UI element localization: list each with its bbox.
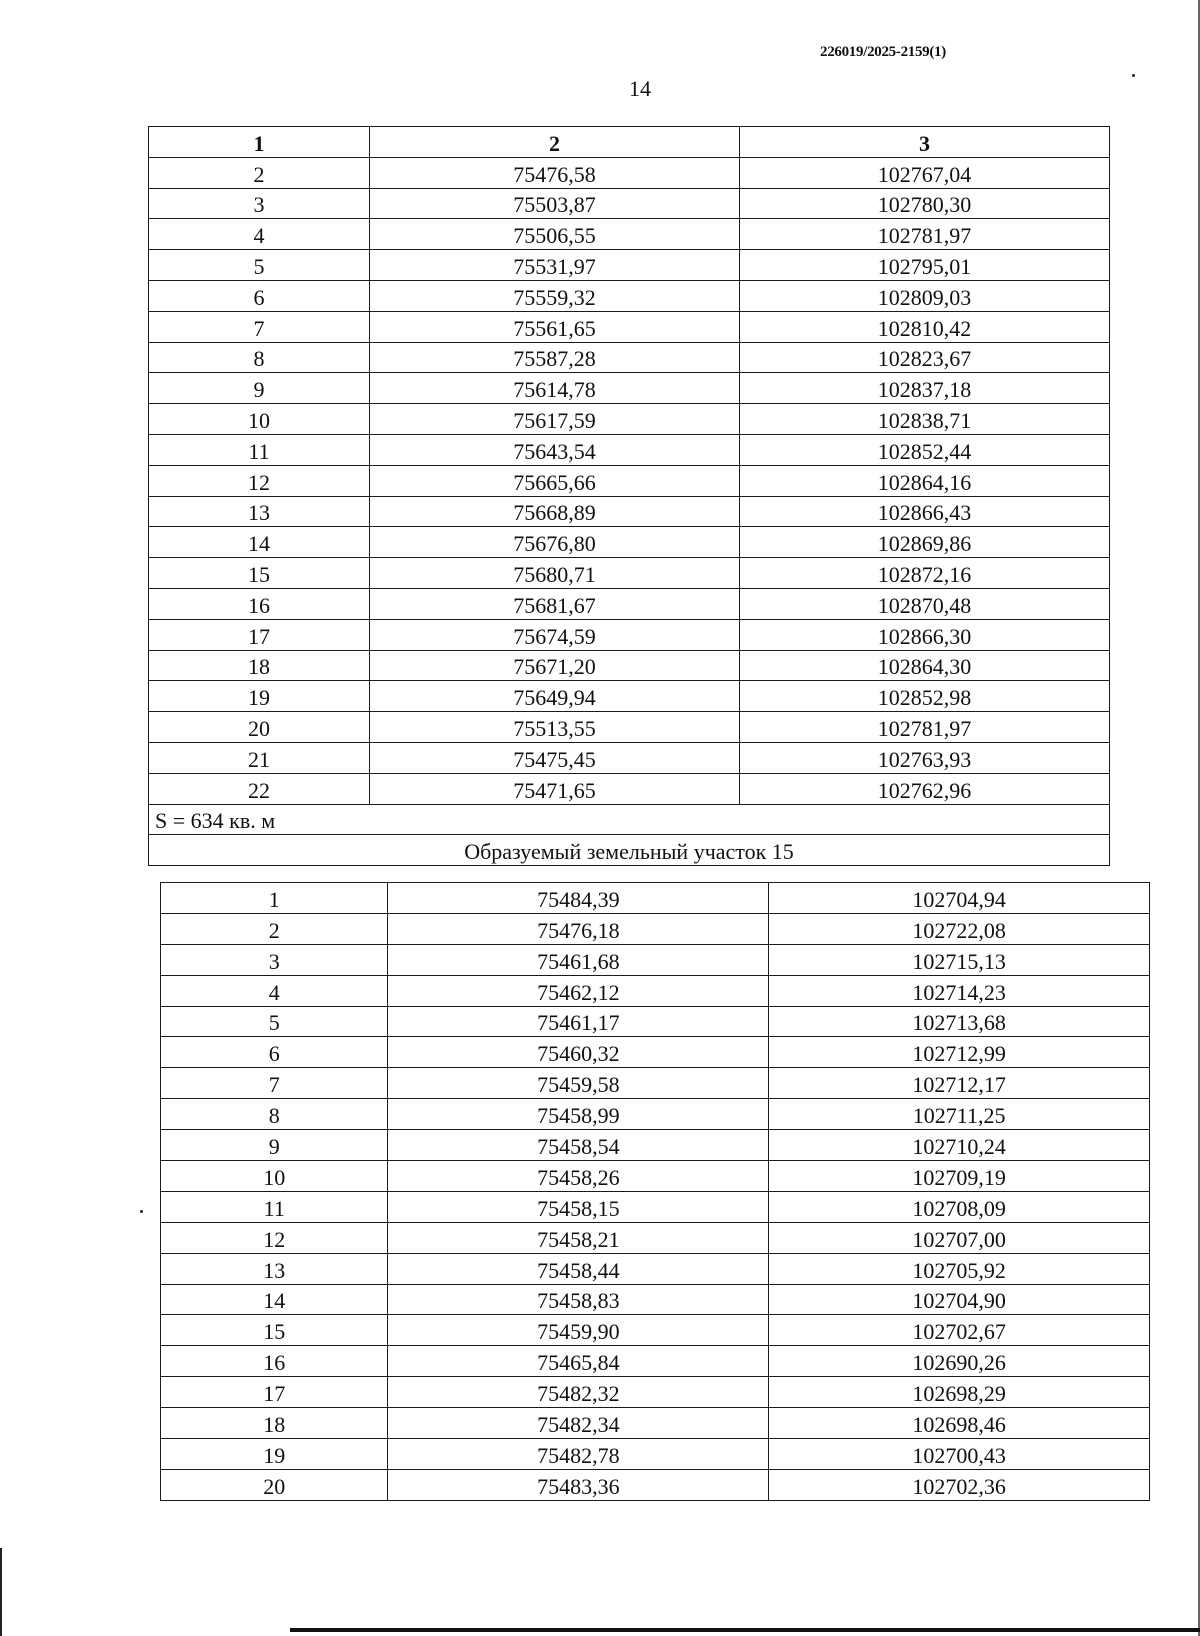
table-row — [149, 311, 1110, 342]
table-row — [161, 1037, 1150, 1068]
table-row — [161, 944, 1150, 975]
x-coordinate-cell: 75681,67 — [370, 588, 740, 619]
point-number-cell: 13 — [149, 496, 370, 527]
x-coordinate-cell: 75614,78 — [370, 373, 740, 404]
point-number-cell: 20 — [161, 1469, 388, 1500]
table-row — [161, 913, 1150, 944]
section-title: Образуемый земельный участок 15 — [149, 835, 1110, 866]
y-coordinate-cell: 102795,01 — [740, 250, 1110, 281]
point-number-cell: 7 — [149, 311, 370, 342]
table-row — [149, 434, 1110, 465]
point-number-cell: 18 — [149, 650, 370, 681]
point-number-cell: 16 — [161, 1346, 388, 1377]
point-number-cell: 3 — [149, 188, 370, 219]
y-coordinate-cell: 102708,09 — [769, 1191, 1150, 1222]
table-row — [149, 373, 1110, 404]
y-coordinate-cell: 102762,96 — [740, 773, 1110, 804]
header-row — [149, 127, 1110, 158]
y-coordinate-cell: 102700,43 — [769, 1439, 1150, 1470]
table-row — [161, 1222, 1150, 1253]
x-coordinate-cell: 75461,17 — [388, 1006, 769, 1037]
point-number-cell: 14 — [149, 527, 370, 558]
y-coordinate-cell: 102702,36 — [769, 1469, 1150, 1500]
x-coordinate-cell: 75503,87 — [370, 188, 740, 219]
y-coordinate-cell: 102715,13 — [769, 944, 1150, 975]
x-coordinate-cell: 75482,34 — [388, 1408, 769, 1439]
y-coordinate-cell: 102704,90 — [769, 1284, 1150, 1315]
y-coordinate-cell: 102810,42 — [740, 311, 1110, 342]
y-coordinate-cell: 102767,04 — [740, 157, 1110, 188]
table-row — [149, 712, 1110, 743]
x-coordinate-cell: 75671,20 — [370, 650, 740, 681]
point-number-cell: 13 — [161, 1253, 388, 1284]
x-coordinate-cell: 75559,32 — [370, 280, 740, 311]
point-number-cell: 7 — [161, 1068, 388, 1099]
point-number-cell: 9 — [161, 1130, 388, 1161]
point-number-cell: 22 — [149, 773, 370, 804]
y-coordinate-cell: 102866,30 — [740, 619, 1110, 650]
point-number-cell: 8 — [161, 1099, 388, 1130]
table-row — [149, 558, 1110, 589]
area-row — [149, 804, 1110, 835]
point-number-cell: 10 — [161, 1161, 388, 1192]
y-coordinate-cell: 102864,30 — [740, 650, 1110, 681]
table-row — [161, 1439, 1150, 1470]
x-coordinate-cell: 75665,66 — [370, 465, 740, 496]
header-cell: 3 — [740, 127, 1110, 158]
table-row — [149, 650, 1110, 681]
point-number-cell: 17 — [149, 619, 370, 650]
table-row — [149, 742, 1110, 773]
point-number-cell: 20 — [149, 712, 370, 743]
left-margin-rule — [0, 1548, 2, 1636]
x-coordinate-cell: 75459,58 — [388, 1068, 769, 1099]
table-row — [161, 1099, 1150, 1130]
table-row — [149, 588, 1110, 619]
margin-mark — [140, 1210, 143, 1213]
point-number-cell: 15 — [149, 558, 370, 589]
table-row — [161, 975, 1150, 1006]
x-coordinate-cell: 75459,90 — [388, 1315, 769, 1346]
point-number-cell: 6 — [161, 1037, 388, 1068]
x-coordinate-cell: 75561,65 — [370, 311, 740, 342]
header-cell: 2 — [370, 127, 740, 158]
y-coordinate-cell: 102714,23 — [769, 975, 1150, 1006]
point-number-cell: 4 — [161, 975, 388, 1006]
header-cell: 1 — [149, 127, 370, 158]
table-row — [161, 1408, 1150, 1439]
table-row — [161, 1161, 1150, 1192]
x-coordinate-cell: 75674,59 — [370, 619, 740, 650]
x-coordinate-cell: 75465,84 — [388, 1346, 769, 1377]
x-coordinate-cell: 75676,80 — [370, 527, 740, 558]
coordinates-table — [148, 126, 1110, 866]
point-number-cell: 5 — [149, 250, 370, 281]
table-row — [149, 342, 1110, 373]
y-coordinate-cell: 102712,99 — [769, 1037, 1150, 1068]
point-number-cell: 8 — [149, 342, 370, 373]
point-number-cell: 16 — [149, 588, 370, 619]
point-number-cell: 6 — [149, 280, 370, 311]
plot-15-table-body — [161, 883, 1150, 1501]
y-coordinate-cell: 102866,43 — [740, 496, 1110, 527]
y-coordinate-cell: 102763,93 — [740, 742, 1110, 773]
y-coordinate-cell: 102707,00 — [769, 1222, 1150, 1253]
x-coordinate-cell: 75458,26 — [388, 1161, 769, 1192]
point-number-cell: 19 — [149, 681, 370, 712]
page-number: 14 — [629, 76, 651, 101]
x-coordinate-cell: 75458,99 — [388, 1099, 769, 1130]
table-row — [161, 1315, 1150, 1346]
y-coordinate-cell: 102823,67 — [740, 342, 1110, 373]
table-row — [149, 280, 1110, 311]
table-row — [149, 527, 1110, 558]
y-coordinate-cell: 102712,17 — [769, 1068, 1150, 1099]
table-row — [149, 404, 1110, 435]
bottom-margin-rule — [290, 1628, 1200, 1632]
point-number-cell: 1 — [161, 883, 388, 914]
x-coordinate-cell: 75476,58 — [370, 157, 740, 188]
table-row — [149, 250, 1110, 281]
y-coordinate-cell: 102698,29 — [769, 1377, 1150, 1408]
y-coordinate-cell: 102852,44 — [740, 434, 1110, 465]
table-row — [149, 465, 1110, 496]
y-coordinate-cell: 102838,71 — [740, 404, 1110, 435]
table-row — [161, 1377, 1150, 1408]
coordinates-table-body — [149, 127, 1110, 805]
plot-15-coordinates-table — [160, 882, 1150, 1501]
table-row — [149, 157, 1110, 188]
table-row — [149, 496, 1110, 527]
x-coordinate-cell: 75462,12 — [388, 975, 769, 1006]
point-number-cell: 3 — [161, 944, 388, 975]
y-coordinate-cell: 102722,08 — [769, 913, 1150, 944]
x-coordinate-cell: 75475,45 — [370, 742, 740, 773]
x-coordinate-cell: 75461,68 — [388, 944, 769, 975]
point-number-cell: 2 — [149, 157, 370, 188]
y-coordinate-cell: 102852,98 — [740, 681, 1110, 712]
x-coordinate-cell: 75506,55 — [370, 219, 740, 250]
point-number-cell: 4 — [149, 219, 370, 250]
y-coordinate-cell: 102864,16 — [740, 465, 1110, 496]
x-coordinate-cell: 75513,55 — [370, 712, 740, 743]
point-number-cell: 12 — [149, 465, 370, 496]
x-coordinate-cell: 75531,97 — [370, 250, 740, 281]
table-row — [149, 219, 1110, 250]
area-value: S = 634 кв. м — [149, 804, 1110, 835]
x-coordinate-cell: 75471,65 — [370, 773, 740, 804]
table-row — [161, 1191, 1150, 1222]
table-row — [161, 1469, 1150, 1500]
x-coordinate-cell: 75587,28 — [370, 342, 740, 373]
table-row — [149, 619, 1110, 650]
x-coordinate-cell: 75458,15 — [388, 1191, 769, 1222]
y-coordinate-cell: 102690,26 — [769, 1346, 1150, 1377]
table-row — [161, 883, 1150, 914]
document-id: 226019/2025-2159(1) — [820, 44, 946, 60]
table-row — [149, 773, 1110, 804]
x-coordinate-cell: 75482,32 — [388, 1377, 769, 1408]
y-coordinate-cell: 102698,46 — [769, 1408, 1150, 1439]
table-row — [161, 1130, 1150, 1161]
table-row — [161, 1068, 1150, 1099]
y-coordinate-cell: 102713,68 — [769, 1006, 1150, 1037]
point-number-cell: 14 — [161, 1284, 388, 1315]
point-number-cell: 9 — [149, 373, 370, 404]
point-number-cell: 10 — [149, 404, 370, 435]
x-coordinate-cell: 75484,39 — [388, 883, 769, 914]
table-row — [161, 1346, 1150, 1377]
y-coordinate-cell: 102704,94 — [769, 883, 1150, 914]
x-coordinate-cell: 75458,54 — [388, 1130, 769, 1161]
y-coordinate-cell: 102869,86 — [740, 527, 1110, 558]
section-row — [149, 835, 1110, 866]
table-row — [149, 681, 1110, 712]
point-number-cell: 21 — [149, 742, 370, 773]
margin-mark — [1132, 74, 1135, 77]
x-coordinate-cell: 75643,54 — [370, 434, 740, 465]
y-coordinate-cell: 102781,97 — [740, 712, 1110, 743]
x-coordinate-cell: 75668,89 — [370, 496, 740, 527]
area-section — [149, 804, 1110, 866]
point-number-cell: 12 — [161, 1222, 388, 1253]
x-coordinate-cell: 75476,18 — [388, 913, 769, 944]
x-coordinate-cell: 75617,59 — [370, 404, 740, 435]
x-coordinate-cell: 75680,71 — [370, 558, 740, 589]
y-coordinate-cell: 102870,48 — [740, 588, 1110, 619]
y-coordinate-cell: 102872,16 — [740, 558, 1110, 589]
y-coordinate-cell: 102837,18 — [740, 373, 1110, 404]
y-coordinate-cell: 102710,24 — [769, 1130, 1150, 1161]
x-coordinate-cell: 75458,44 — [388, 1253, 769, 1284]
table-row — [149, 188, 1110, 219]
point-number-cell: 17 — [161, 1377, 388, 1408]
x-coordinate-cell: 75649,94 — [370, 681, 740, 712]
table-row — [161, 1006, 1150, 1037]
point-number-cell: 15 — [161, 1315, 388, 1346]
point-number-cell: 18 — [161, 1408, 388, 1439]
table-row — [161, 1253, 1150, 1284]
point-number-cell: 2 — [161, 913, 388, 944]
y-coordinate-cell: 102780,30 — [740, 188, 1110, 219]
x-coordinate-cell: 75458,83 — [388, 1284, 769, 1315]
point-number-cell: 11 — [149, 434, 370, 465]
x-coordinate-cell: 75460,32 — [388, 1037, 769, 1068]
point-number-cell: 19 — [161, 1439, 388, 1470]
x-coordinate-cell: 75482,78 — [388, 1439, 769, 1470]
y-coordinate-cell: 102705,92 — [769, 1253, 1150, 1284]
table-row — [161, 1284, 1150, 1315]
y-coordinate-cell: 102781,97 — [740, 219, 1110, 250]
y-coordinate-cell: 102809,03 — [740, 280, 1110, 311]
point-number-cell: 5 — [161, 1006, 388, 1037]
y-coordinate-cell: 102709,19 — [769, 1161, 1150, 1192]
point-number-cell: 11 — [161, 1191, 388, 1222]
x-coordinate-cell: 75483,36 — [388, 1469, 769, 1500]
y-coordinate-cell: 102711,25 — [769, 1099, 1150, 1130]
x-coordinate-cell: 75458,21 — [388, 1222, 769, 1253]
y-coordinate-cell: 102702,67 — [769, 1315, 1150, 1346]
